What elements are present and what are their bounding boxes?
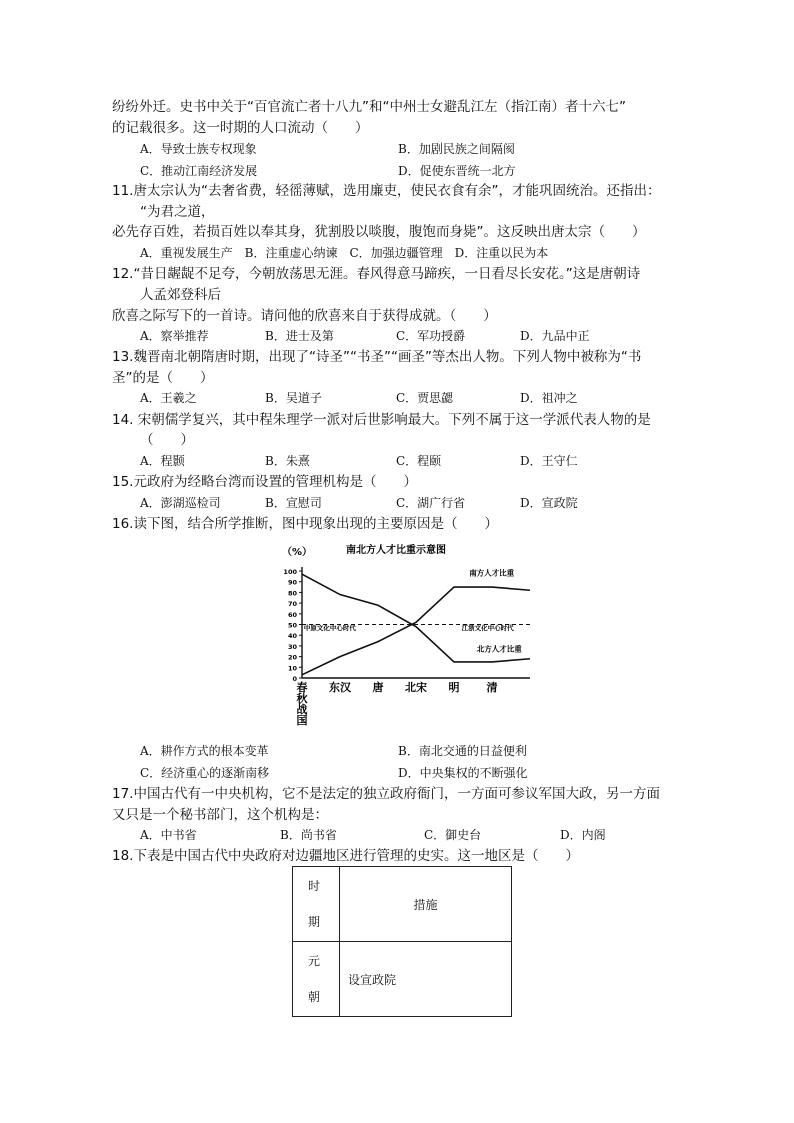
q10-stem-line2: 的记载很多。这一时期的人口流动（ ）: [112, 120, 369, 136]
q18-stem: 18.下表是中国古代中央政府对边疆地区进行管理的史实。这一地区是（ ）: [112, 848, 579, 864]
q15-option-b: B．宣慰司: [265, 496, 322, 510]
x-tick-label: 北宋: [405, 681, 427, 694]
q16-option-a: A．耕作方式的根本变革: [140, 744, 269, 758]
x-tick-label: 东汉: [329, 681, 351, 694]
y-tick-label: 20: [287, 653, 297, 662]
q13-option-c: C．贾思勰: [396, 391, 454, 405]
q13-stem-line2: 圣”的是（ ）: [112, 370, 214, 386]
q11-stem-line1: 11.唐太宗认为“去奢省费，轻徭薄赋，选用廉吏，使民衣食有余”，才能巩固统治。还指出：: [112, 183, 661, 199]
table-header-period: [293, 867, 340, 942]
q15-stem: 15.元政府为经略台湾而设置的管理机构是（ ）: [112, 474, 417, 490]
y-tick-label: 80: [287, 589, 297, 598]
annotation-central-plains-era: 中原文化中心时代: [303, 623, 356, 632]
q17-option-a: A．中书省: [140, 828, 197, 842]
y-tick-label: 50: [287, 621, 297, 630]
x-tick-label: 唐: [372, 681, 384, 694]
y-tick-label: 30: [287, 642, 297, 651]
x-tick-label: 春秋战国: [296, 681, 308, 726]
q17-option-b: B．尚书省: [280, 828, 337, 842]
q16-stem: 16.读下图，结合所学推断，图中现象出现的主要原因是（ ）: [112, 516, 498, 532]
q12-option-a: A．察举推荐: [140, 329, 209, 343]
q16-option-b: B．南北交通的日益便利: [398, 744, 527, 758]
table-row: [293, 942, 512, 1017]
q14-option-d: D．王守仁: [520, 454, 578, 468]
q15-option-a: A．澎湖巡检司: [140, 496, 221, 510]
q10-option-c: C．推动江南经济发展: [140, 164, 258, 178]
q12-option-b: B．进士及第: [265, 329, 334, 343]
q15-option-d: D．宣政院: [520, 496, 578, 510]
q12-stem-line3: 欣喜之际写下的一首诗。请问他的欣喜来自于获得成就。（ ）: [112, 308, 497, 324]
talent-ratio-chart: [268, 541, 538, 726]
q12-stem-line1: 12.“昔日龌龊不足夸，今朝放荡思无涯。春风得意马蹄疾，一日看尽长安花。”这是唐朝诗: [112, 266, 641, 282]
legend-north: 北方人才比重: [476, 644, 522, 654]
period-header-text: 时 期: [307, 879, 320, 929]
q17-stem-line1: 17.中国古代有一中央机构，它不是法定的独立政府衙门，一方面可参议军国大政，另一方面: [112, 786, 660, 802]
x-tick-label: 清: [486, 681, 498, 694]
q17-stem-line2: 又只是一个秘书部门，这个机构是：: [112, 807, 328, 823]
q14-stem-line2: （ ）: [140, 432, 194, 448]
legend-south: 南方人才比重: [469, 568, 515, 578]
chart-svg: [268, 541, 538, 726]
q10-option-a: A．导致士族专权现象: [140, 142, 257, 156]
q12-stem-line2: 人孟郊登科后: [140, 287, 221, 303]
chart-title: 南北方人才比重示意图: [346, 545, 446, 556]
y-tick-label: 90: [287, 578, 297, 587]
q11-stem-line3: 必先存百姓，若损百姓以奉其身，犹割股以啖腹，腹饱而身毙”。这反映出唐太宗（ ）: [112, 224, 646, 240]
q13-option-b: B．吴道子: [265, 391, 322, 405]
q17-option-c: C．御史台: [424, 828, 482, 842]
table-header-row: [293, 867, 512, 942]
q14-stem-line1: 14. 宋朝儒学复兴，其中程朱理学一派对后世影响最大。下列不属于这一学派代表人物的是: [112, 412, 651, 428]
q13-option-d: D．祖冲之: [520, 391, 578, 405]
q14-option-c: C．程颐: [396, 454, 442, 468]
x-tick-label: 明: [448, 681, 460, 694]
q18-table: [292, 866, 512, 1017]
q11-options: A．重视发展生产 B．注重虚心纳谏 C．加强边疆管理 D．注重以民为本: [140, 246, 549, 260]
period-cell-text: 元 朝: [307, 954, 320, 1004]
y-tick-label: 10: [287, 664, 297, 673]
y-tick-label: 40: [287, 632, 297, 641]
chart-y-unit: （%）: [282, 547, 313, 558]
q15-option-c: C．湖广行省: [396, 496, 466, 510]
q13-stem-line1: 13.魏晋南北朝隋唐时期，出现了“诗圣”“书圣”“画圣”等杰出人物。下列人物中被称为“书: [112, 349, 642, 365]
y-tick-label: 100: [283, 568, 297, 576]
q16-option-c: C．经济重心的逐渐南移: [140, 766, 270, 780]
q16-option-d: D．中央集权的不断强化: [398, 766, 528, 780]
y-tick-label: 70: [287, 600, 297, 609]
q12-option-c: C．军功授爵: [396, 329, 466, 343]
annotation-jiangzhe-era: 江浙文化中心时代: [461, 623, 514, 632]
q10-option-b: B．加剧民族之间隔阂: [398, 142, 515, 156]
table-cell-period: [293, 942, 340, 1017]
q12-option-d: D．九品中正: [520, 329, 590, 343]
q14-option-b: B．朱熹: [265, 454, 310, 468]
q17-option-d: D．内阁: [560, 828, 606, 842]
table-cell-measure: 设宣政院: [340, 942, 512, 1017]
q11-stem-line2: “为君之道，: [140, 204, 215, 220]
table-header-measure: 措施: [340, 867, 512, 942]
y-tick-label: 0: [292, 675, 297, 683]
chart-plot-area: [283, 567, 530, 726]
q10-stem-line1: 纷纷外迁。史书中关于“百官流亡者十八九”和“中州士女避乱江左（指江南）者十六七”: [112, 99, 626, 115]
q10-option-d: D．促使东晋统一北方: [398, 164, 516, 178]
q14-option-a: A．程颢: [140, 454, 185, 468]
y-tick-label: 60: [287, 610, 297, 619]
q13-option-a: A．王羲之: [140, 391, 197, 405]
